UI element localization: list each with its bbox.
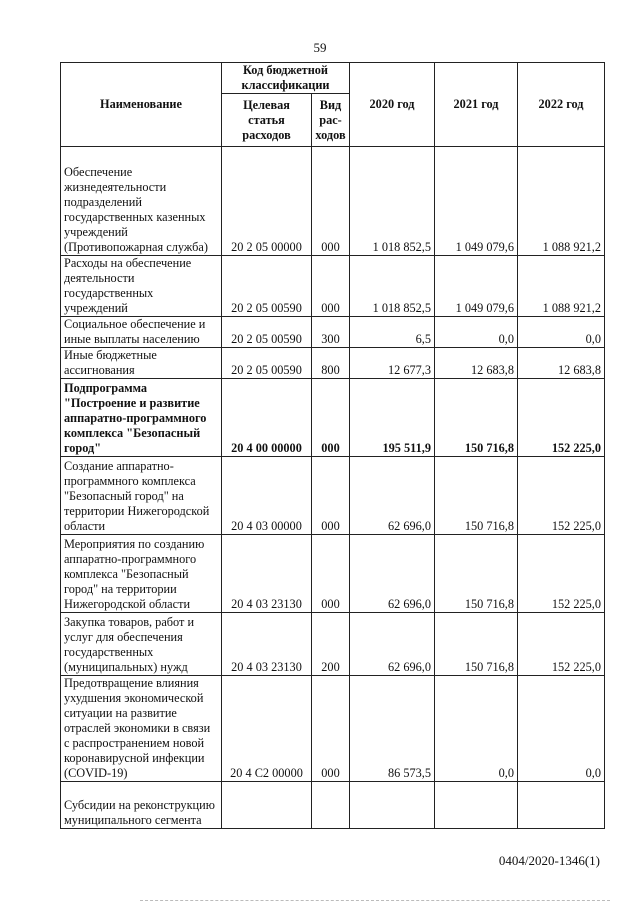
row-name-cell: Закупка товаров, работ и услуг для обеспечения государственных (муниципальных) нужд: [61, 613, 222, 676]
row-2022-cell: 1 088 921,2: [518, 147, 605, 256]
table-row: [61, 782, 605, 829]
row-code-cell: 20 2 05 00590: [222, 256, 312, 317]
row-2020-cell: 195 511,9: [350, 379, 435, 457]
table-row: [61, 147, 605, 256]
row-type-cell: 200: [312, 613, 350, 676]
row-2021-cell: 150 716,8: [435, 379, 518, 457]
row-name-cell: Обеспечение жизнедеятельности подразделений государственных казенных учреждений (Противопожарная служба): [61, 147, 222, 256]
row-code-cell: [222, 782, 312, 829]
document-number: 0404/2020-1346(1): [498, 853, 600, 868]
page-number: 59: [313, 40, 327, 55]
table-row: [61, 457, 605, 535]
row-2021-cell: 150 716,8: [435, 457, 518, 535]
header-name: Наименование: [61, 63, 222, 147]
row-name-cell: Подпрограмма "Построение и развитие аппаратно-программного комплекса "Безопасный город": [61, 379, 222, 457]
header-target-article: Целевая статья расходов: [222, 94, 312, 147]
row-name-cell: Социальное обеспечение и иные выплаты населению: [61, 317, 222, 348]
row-code-cell: 20 4 C2 00000: [222, 676, 312, 782]
table-header: [61, 63, 605, 147]
row-name-cell: Создание аппаратно-программного комплекса "Безопасный город" на территории Нижегородской области: [61, 457, 222, 535]
header-year-2021: 2021 год: [435, 63, 518, 147]
row-2021-cell: 150 716,8: [435, 535, 518, 613]
row-2022-cell: 152 225,0: [518, 379, 605, 457]
bottom-rule: [140, 900, 610, 901]
row-code-cell: 20 4 03 00000: [222, 457, 312, 535]
row-type-cell: 000: [312, 379, 350, 457]
row-2022-cell: 152 225,0: [518, 535, 605, 613]
row-2020-cell: 62 696,0: [350, 613, 435, 676]
row-2022-cell: 12 683,8: [518, 348, 605, 379]
table-row: [61, 535, 605, 613]
table-row: [61, 348, 605, 379]
row-code-cell: 20 2 05 00000: [222, 147, 312, 256]
table-row: [61, 317, 605, 348]
row-code-cell: 20 4 03 23130: [222, 535, 312, 613]
row-2022-cell: 1 088 921,2: [518, 256, 605, 317]
row-type-cell: 000: [312, 457, 350, 535]
row-name-cell: Предотвращение влияния ухудшения экономической ситуации на развитие отраслей экономики в связи с распространением новой коронавирусной инфекции (COVID-19): [61, 676, 222, 782]
table-row: [61, 613, 605, 676]
row-type-cell: 000: [312, 535, 350, 613]
row-code-cell: 20 4 00 00000: [222, 379, 312, 457]
table-row: [61, 379, 605, 457]
row-2020-cell: 12 677,3: [350, 348, 435, 379]
row-2022-cell: 0,0: [518, 676, 605, 782]
row-type-cell: [312, 782, 350, 829]
row-2020-cell: 1 018 852,5: [350, 147, 435, 256]
budget-table: [60, 62, 605, 829]
row-2020-cell: 6,5: [350, 317, 435, 348]
row-code-cell: 20 4 03 23130: [222, 613, 312, 676]
table-body: [61, 147, 605, 829]
row-2020-cell: [350, 782, 435, 829]
row-2020-cell: 86 573,5: [350, 676, 435, 782]
row-type-cell: 000: [312, 676, 350, 782]
row-code-cell: 20 2 05 00590: [222, 317, 312, 348]
table-row: [61, 676, 605, 782]
row-2021-cell: 150 716,8: [435, 613, 518, 676]
row-2022-cell: 152 225,0: [518, 457, 605, 535]
row-type-cell: 000: [312, 256, 350, 317]
row-2022-cell: [518, 782, 605, 829]
row-2021-cell: 0,0: [435, 676, 518, 782]
row-2021-cell: [435, 782, 518, 829]
row-type-cell: 000: [312, 147, 350, 256]
row-2020-cell: 1 018 852,5: [350, 256, 435, 317]
header-expense-type: Вид рас-ходов: [312, 94, 350, 147]
header-year-2020: 2020 год: [350, 63, 435, 147]
header-year-2022: 2022 год: [518, 63, 605, 147]
header-code-group: Код бюджетной классификации: [222, 63, 350, 94]
row-name-cell: Субсидии на реконструкцию муниципального сегмента: [61, 782, 222, 829]
row-2021-cell: 12 683,8: [435, 348, 518, 379]
table-row: [61, 256, 605, 317]
row-2020-cell: 62 696,0: [350, 457, 435, 535]
row-type-cell: 300: [312, 317, 350, 348]
row-2022-cell: 0,0: [518, 317, 605, 348]
row-2020-cell: 62 696,0: [350, 535, 435, 613]
row-2021-cell: 1 049 079,6: [435, 147, 518, 256]
row-code-cell: 20 2 05 00590: [222, 348, 312, 379]
row-name-cell: Расходы на обеспечение деятельности государственных учреждений: [61, 256, 222, 317]
row-type-cell: 800: [312, 348, 350, 379]
row-2022-cell: 152 225,0: [518, 613, 605, 676]
row-name-cell: Мероприятия по созданию аппаратно-программного комплекса "Безопасный город" на территории Нижегородской области: [61, 535, 222, 613]
row-name-cell: Иные бюджетные ассигнования: [61, 348, 222, 379]
row-2021-cell: 1 049 079,6: [435, 256, 518, 317]
row-2021-cell: 0,0: [435, 317, 518, 348]
